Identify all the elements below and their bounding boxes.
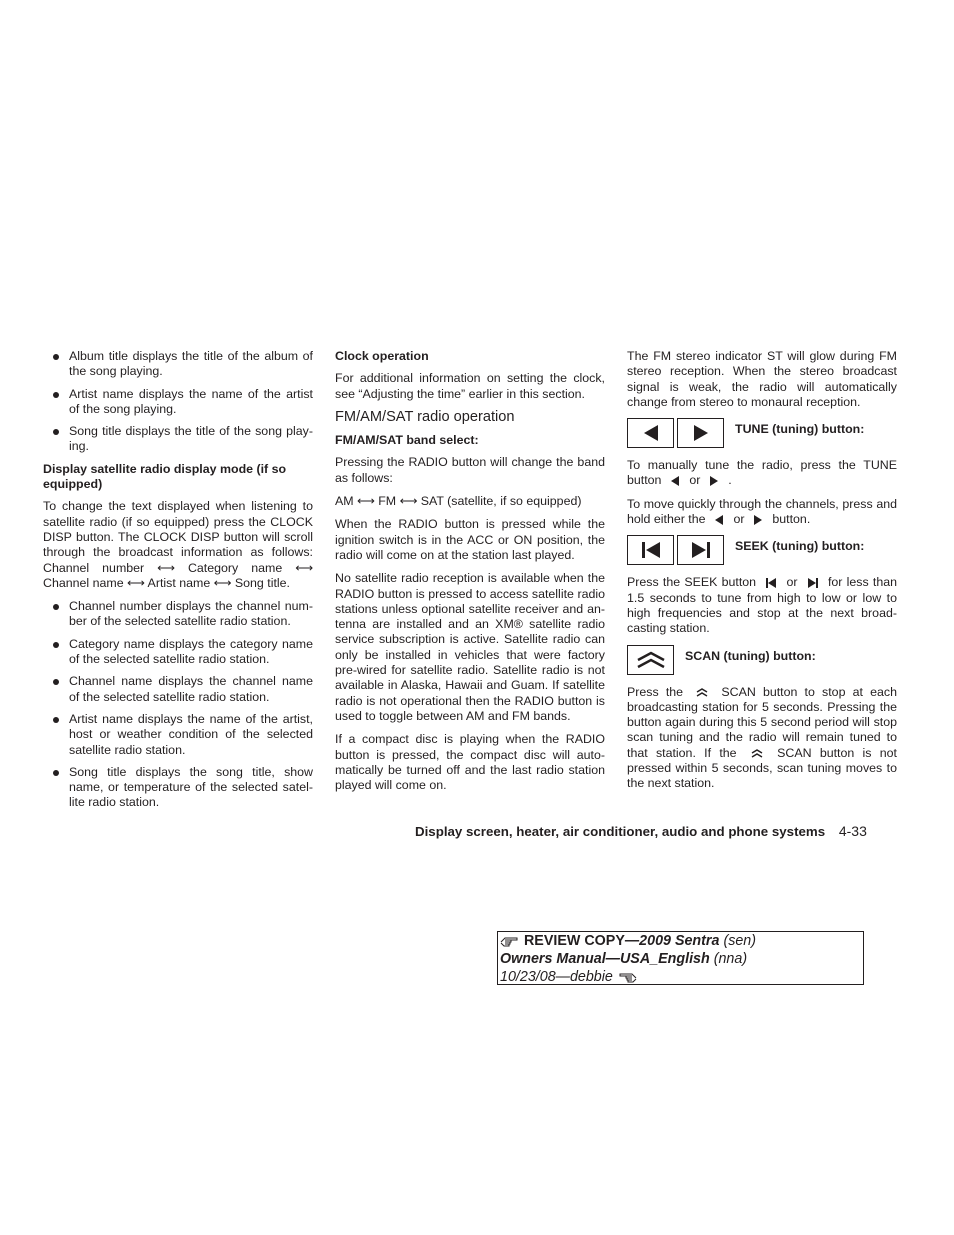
seek-button-label: SEEK (tuning) button:: [735, 539, 865, 554]
tune-right-button-illustration: [677, 418, 724, 448]
fm-stereo-paragraph: The FM stereo indicator ST will glow during FM stereo reception. When the stereo broadcast signal is weak, the radio will automatically change from stereo to monaural reception.: [627, 349, 897, 409]
review-line-2: [500, 950, 863, 968]
tune-manual-text: To manually tune the radio, press the TUNE button: [627, 458, 897, 488]
skip-back-icon: [766, 578, 776, 588]
region-code-text: (nna): [713, 951, 748, 967]
scan-text-end: SCAN button is not pressed within 5 seconds, scan tuning moves to the next station.: [627, 745, 897, 791]
skip-back-icon: [641, 541, 661, 559]
seek-text-start: Press the SEEK button: [627, 575, 757, 590]
list-item: Song title displays the title of the song play-ing.: [43, 424, 313, 455]
ignition-paragraph: When the RADIO button is pressed while the ignition switch is in the ACC or ON position, the radio will come on at the station last played.: [335, 517, 605, 562]
clock-operation-paragraph: For additional information on setting the clock, see “Adjusting the time” earlier in this section.: [335, 371, 605, 401]
list-item: Song title displays the song title, show name, or temperature of the selected satel-lite radio station.: [43, 765, 313, 811]
double-chevron-up-icon: [751, 749, 763, 758]
list-item: Channel name displays the channel name of the selected satellite radio station.: [43, 674, 313, 705]
satellite-display-heading: Display satellite radio display mode (if so equipped): [43, 461, 287, 492]
bullet-list-display-modes: [43, 349, 313, 455]
bullet-list-satellite-modes: [43, 599, 313, 811]
or-text: or: [786, 575, 798, 590]
band-sequence: AM ⟷ FM ⟷ SAT (satellite, if so equipped): [335, 494, 582, 509]
or-text: or: [733, 512, 745, 527]
list-item: Channel number displays the channel num-ber of the selected satellite radio station.: [43, 599, 313, 630]
triangle-left-icon: [642, 424, 660, 442]
satellite-display-paragraph: To change the text displayed when listening to satellite radio (if so equipped) press the CLOCK DISP button. The CLOCK DISP button will scroll through the broadcast information as follows: Channel number ⟷ Category name ⟷ Channel name ⟷ Artist name ⟷ Song title.: [43, 499, 313, 590]
tune-quick-paragraph: [627, 497, 897, 528]
triangle-right-icon: [754, 515, 763, 525]
page-number: 4-33: [838, 823, 867, 839]
triangle-left-icon: [715, 515, 724, 525]
footer-section-title: Display screen, heater, air conditioner, audio and phone systems: [415, 824, 826, 839]
date-author-text: 10/23/08—debbie: [500, 969, 613, 985]
triangle-right-icon: [710, 476, 719, 486]
column-right: [627, 349, 897, 800]
column-middle: [335, 349, 605, 801]
scan-text-start: Press the: [627, 684, 684, 699]
seek-paragraph: [627, 575, 897, 636]
or-text: or: [689, 473, 701, 488]
scan-text-middle: SCAN button to stop at each broadcasting station for 5 seconds. Pressing the button again during this 5 second period will stop scan tuning and the radio will remain tuned to that station. If the: [627, 684, 897, 760]
list-item: Album title displays the title of the album of the song playing.: [43, 349, 313, 380]
review-copy-stamp: [497, 931, 864, 985]
compact-disc-paragraph: If a compact disc is playing when the RADIO button is pressed, the compact disc will auto-matically be turned off and the last radio station played will come on.: [335, 732, 605, 793]
seek-forward-button-illustration: [677, 535, 724, 565]
seek-text-end: for less than 1.5 seconds to tune from high to low or low to high frequencies and stop at the next broad-casting station.: [627, 575, 897, 636]
tune-button-label: TUNE (tuning) button:: [735, 422, 865, 437]
list-item: Artist name displays the name of the artist of the song playing.: [43, 387, 313, 418]
scan-button-illustration: [627, 645, 674, 675]
double-chevron-up-icon: [636, 651, 666, 669]
scan-paragraph: [627, 685, 897, 792]
scan-button-label: SCAN (tuning) button:: [685, 648, 816, 663]
review-line-3: [500, 968, 863, 986]
skip-forward-icon: [808, 578, 818, 588]
scan-button-figure: [627, 645, 897, 675]
satellite-reception-paragraph: No satellite radio reception is available when the RADIO button is pressed to access satellite radio stations unless optional satellite receiver and an-tenna are installed and an XM® satellite radio service subscription is active. Satellite radio can only be installed in vehicles that were factory pre-wired for satellite radio. Satellite radio is not available in Alaska, Hawaii and Guam. If satellite radio is not operational then the RADIO button is used to toggle between AM and FM bands.: [335, 571, 605, 723]
tune-button-figure: [627, 418, 897, 448]
list-item: Artist name displays the name of the artist, host or weather condition of the selected satellite radio station.: [43, 712, 313, 758]
page-footer: [415, 823, 867, 839]
clock-operation-heading: Clock operation: [335, 349, 429, 363]
manual-name-text: Owners Manual—USA_English: [500, 951, 710, 967]
tune-manual-paragraph: [627, 458, 897, 489]
period-text: .: [728, 473, 732, 488]
band-select-paragraph: Pressing the RADIO button will change the band as follows:: [335, 455, 605, 485]
skip-forward-icon: [691, 541, 711, 559]
pointing-hand-left-icon: [617, 971, 637, 983]
review-line-1: [500, 932, 863, 950]
column-left: [43, 349, 313, 818]
vehicle-model-text: 2009 Sentra: [639, 933, 720, 949]
triangle-left-icon: [671, 476, 680, 486]
band-select-heading: FM/AM/SAT band select:: [335, 433, 479, 448]
list-item: Category name displays the category name of the selected satellite radio station.: [43, 637, 313, 668]
radio-operation-title: FM/AM/SAT radio operation: [335, 408, 515, 425]
seek-button-figure: [627, 535, 897, 565]
tune-quick-text: To move quickly through the channels, press and hold either the: [627, 496, 897, 527]
button-text: button.: [772, 512, 811, 527]
tune-left-button-illustration: [627, 418, 674, 448]
pointing-hand-icon: [500, 935, 520, 947]
review-copy-text: REVIEW COPY—: [523, 933, 640, 949]
triangle-right-icon: [692, 424, 710, 442]
double-chevron-up-icon: [696, 688, 708, 697]
model-code-text: (sen): [723, 933, 757, 949]
seek-back-button-illustration: [627, 535, 674, 565]
